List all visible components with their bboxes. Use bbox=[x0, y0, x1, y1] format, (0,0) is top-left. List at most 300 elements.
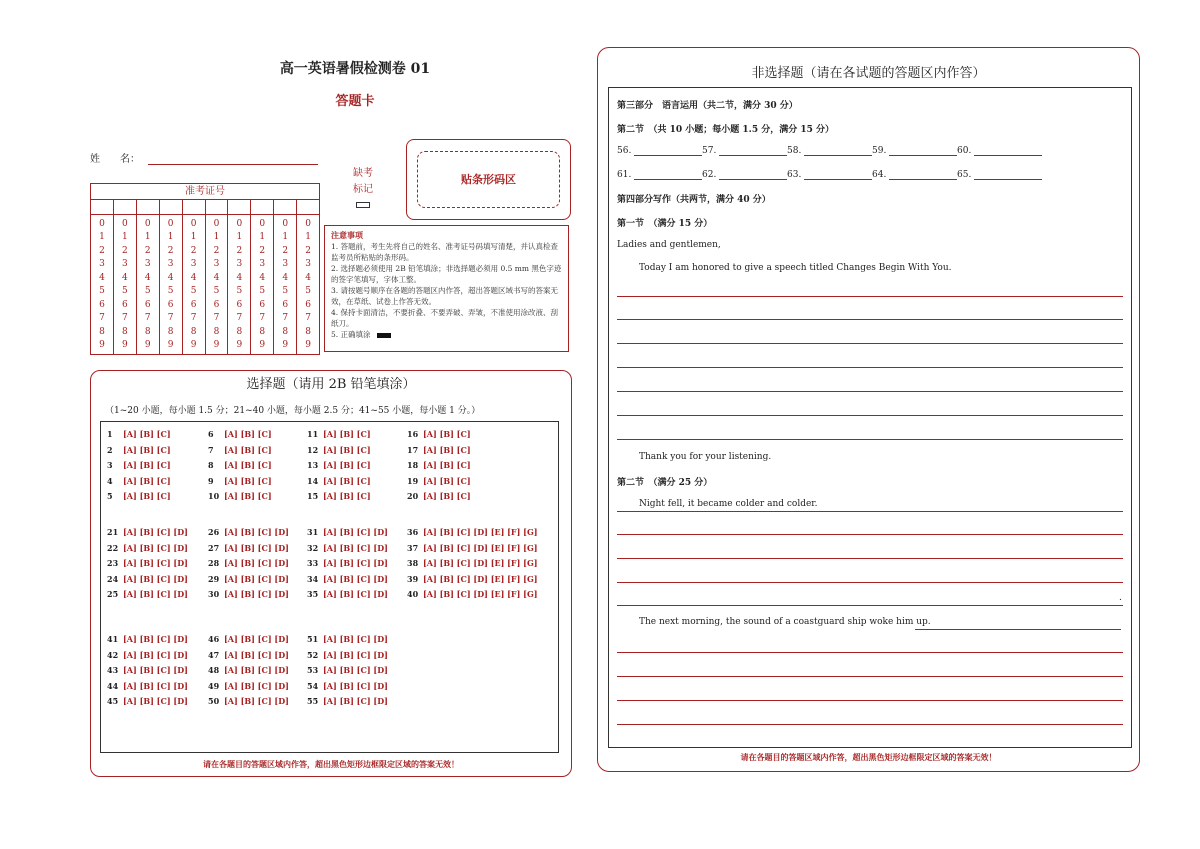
blank-answer-line[interactable] bbox=[634, 170, 702, 180]
question-row bbox=[307, 696, 388, 706]
blank-answer-line[interactable] bbox=[634, 146, 702, 156]
answer-options[interactable]: [A] [B] [C] [D] bbox=[123, 680, 188, 691]
answer-options[interactable]: [A] [B] [C] bbox=[423, 475, 471, 486]
blank-number: 65. bbox=[957, 170, 972, 180]
question-row bbox=[307, 589, 388, 599]
answer-options[interactable]: [A] [B] [C] [D] bbox=[224, 527, 289, 537]
question-number: 46 bbox=[208, 634, 220, 644]
question-row bbox=[208, 650, 289, 660]
digit-bubble[interactable]: 0 bbox=[167, 218, 174, 229]
answer-options[interactable]: [A] [B] [C] [D] bbox=[323, 696, 388, 706]
question-number: 31 bbox=[307, 527, 319, 537]
writing-line[interactable] bbox=[617, 676, 1123, 677]
answer-options[interactable]: [A] [B] [C] bbox=[323, 491, 371, 501]
question-row bbox=[107, 460, 171, 470]
answer-options[interactable]: [A] [B] [C] [D] [E] [F] [G] bbox=[423, 527, 538, 537]
writing-line[interactable] bbox=[809, 511, 1123, 512]
answer-options[interactable]: [A] [B] [C] bbox=[224, 429, 272, 439]
digit-bubble[interactable]: 9 bbox=[121, 340, 128, 351]
digit-bubble[interactable]: 5 bbox=[236, 286, 243, 297]
digit-bubble[interactable]: 8 bbox=[121, 326, 128, 337]
digit-bubble[interactable]: 4 bbox=[282, 272, 289, 283]
notes-item-fill-sample: 5. 正确填涂 bbox=[331, 329, 562, 340]
question-number: 44 bbox=[107, 680, 119, 691]
answer-options[interactable]: [A] [B] [C] [D] bbox=[224, 573, 289, 584]
answer-options[interactable]: [A] [B] [C] [D] bbox=[323, 542, 388, 553]
digit-bubble[interactable]: 8 bbox=[305, 326, 311, 337]
digit-bubble[interactable]: 9 bbox=[190, 340, 197, 351]
blank-answer-line[interactable] bbox=[889, 146, 957, 156]
digit-bubble[interactable]: 9 bbox=[144, 340, 151, 351]
answer-options[interactable]: [A] [B] [C] [D] bbox=[224, 589, 289, 599]
answer-options[interactable]: [A] [B] [C] [D] bbox=[123, 665, 188, 675]
exam-number-column bbox=[251, 215, 274, 354]
question-row bbox=[208, 558, 289, 568]
blank-answer-line[interactable] bbox=[889, 170, 957, 180]
blank-item bbox=[617, 146, 702, 156]
digit-bubble[interactable]: 5 bbox=[213, 286, 220, 297]
question-row bbox=[107, 589, 188, 599]
name-field[interactable] bbox=[90, 150, 318, 165]
digit-bubble[interactable]: 5 bbox=[99, 286, 105, 297]
exam-number-write-cell[interactable] bbox=[160, 200, 183, 214]
answer-options[interactable]: [A] [B] [C] bbox=[123, 475, 171, 486]
question-number: 2 bbox=[107, 444, 113, 455]
question-row bbox=[307, 445, 371, 455]
answer-options[interactable]: [A] [B] [C] bbox=[423, 460, 471, 470]
digit-bubble[interactable]: 1 bbox=[167, 232, 174, 243]
question-number: 17 bbox=[407, 444, 419, 455]
digit-bubble[interactable]: 9 bbox=[305, 340, 311, 351]
digit-bubble[interactable]: 7 bbox=[236, 313, 243, 324]
digit-bubble[interactable]: 4 bbox=[213, 272, 220, 283]
blank-number: 58. bbox=[787, 146, 802, 156]
question-row bbox=[407, 476, 471, 486]
question-row bbox=[307, 429, 371, 439]
exam-number-bubbles bbox=[91, 215, 319, 354]
question-row bbox=[307, 460, 371, 470]
question-row bbox=[307, 527, 388, 537]
answer-options[interactable]: [A] [B] [C] [D] bbox=[123, 527, 188, 537]
question-row bbox=[208, 429, 272, 439]
digit-bubble[interactable]: 3 bbox=[167, 259, 174, 270]
blank-item bbox=[702, 170, 787, 180]
digit-bubble[interactable]: 8 bbox=[144, 326, 151, 337]
digit-bubble[interactable]: 7 bbox=[305, 313, 311, 324]
digit-bubble[interactable]: 0 bbox=[236, 218, 243, 229]
writing-line[interactable] bbox=[617, 700, 1123, 701]
question-row bbox=[107, 665, 188, 675]
question-number: 19 bbox=[407, 475, 419, 486]
blank-number: 59. bbox=[872, 146, 887, 156]
writing-line[interactable] bbox=[617, 558, 1123, 559]
digit-bubble[interactable]: 0 bbox=[144, 218, 151, 229]
answer-options[interactable]: [A] [B] [C] [D] bbox=[123, 649, 188, 660]
digit-bubble[interactable]: 9 bbox=[282, 340, 289, 351]
blank-number: 56. bbox=[617, 146, 632, 156]
question-row bbox=[107, 634, 188, 644]
writing-line[interactable] bbox=[617, 439, 1123, 440]
digit-bubble[interactable]: 2 bbox=[121, 245, 128, 256]
exam-number-write-cell[interactable] bbox=[91, 200, 114, 214]
digit-bubble[interactable]: 5 bbox=[190, 286, 197, 297]
digit-bubble[interactable]: 4 bbox=[236, 272, 243, 283]
choice-panel bbox=[90, 370, 572, 777]
answer-options[interactable]: [A] [B] [C] [D] [E] [F] [G] bbox=[423, 558, 538, 568]
question-number: 3 bbox=[107, 460, 113, 470]
answer-options[interactable]: [A] [B] [C] [D] bbox=[323, 573, 388, 584]
blank-number: 60. bbox=[957, 146, 972, 156]
question-row bbox=[307, 558, 388, 568]
answer-options[interactable]: [A] [B] [C] [D] bbox=[123, 558, 188, 568]
question-number: 52 bbox=[307, 649, 319, 660]
digit-bubble[interactable]: 0 bbox=[121, 218, 128, 229]
question-number: 47 bbox=[208, 649, 220, 660]
digit-bubble[interactable]: 8 bbox=[282, 326, 289, 337]
digit-bubble[interactable]: 0 bbox=[259, 218, 266, 229]
digit-bubble[interactable]: 2 bbox=[99, 245, 105, 256]
digit-bubble[interactable]: 1 bbox=[213, 232, 220, 243]
exam-number-write-cell[interactable] bbox=[114, 200, 137, 214]
digit-bubble[interactable]: 9 bbox=[213, 340, 220, 351]
answer-options[interactable]: [A] [B] [C] [D] bbox=[323, 558, 388, 568]
digit-bubble[interactable]: 9 bbox=[236, 340, 243, 351]
notes-title: 注意事项 bbox=[331, 230, 363, 240]
digit-bubble[interactable]: 9 bbox=[167, 340, 174, 351]
absent-label-1: 缺考 bbox=[353, 168, 373, 179]
speech-opening: Today I am honored to give a speech titled Changes Begin With You. bbox=[639, 263, 952, 273]
answer-options[interactable]: [A] [B] [C] [D] bbox=[123, 573, 188, 584]
digit-bubble[interactable]: 0 bbox=[190, 218, 197, 229]
digit-bubble[interactable]: 3 bbox=[190, 259, 197, 270]
answer-options[interactable]: [A] [B] [C] [D] [E] [F] [G] bbox=[423, 542, 538, 553]
question-number: 42 bbox=[107, 649, 119, 660]
barcode-label: 贴条形码区 bbox=[417, 151, 560, 208]
question-number: 16 bbox=[407, 429, 419, 439]
exam-number-write-cell[interactable] bbox=[206, 200, 229, 214]
choice-score-note: （1~20 小题，每小题 1.5 分；21~40 小题，每小题 2.5 分；41~55 小题，每小题 1 分。） bbox=[105, 406, 481, 416]
exam-number-write-cell[interactable] bbox=[228, 200, 251, 214]
answer-options[interactable]: [A] [B] [C] bbox=[323, 444, 371, 455]
answer-options[interactable]: [A] [B] [C] [D] bbox=[323, 649, 388, 660]
question-row bbox=[407, 491, 471, 501]
answer-options[interactable]: [A] [B] [C] bbox=[224, 491, 272, 501]
digit-bubble[interactable]: 0 bbox=[213, 218, 220, 229]
digit-bubble[interactable]: 2 bbox=[282, 245, 289, 256]
question-row bbox=[107, 543, 188, 553]
answer-options[interactable]: [A] [B] [C] [D] [E] [F] [G] bbox=[423, 589, 538, 599]
digit-bubble[interactable]: 5 bbox=[121, 286, 128, 297]
digit-bubble[interactable]: 3 bbox=[121, 259, 128, 270]
name-line[interactable] bbox=[148, 154, 318, 165]
question-row bbox=[407, 527, 538, 537]
writing-line[interactable] bbox=[617, 415, 1123, 416]
digit-bubble[interactable]: 3 bbox=[99, 259, 105, 270]
notes-item: 2. 选择题必须使用 2B 铅笔填涂；非选择题必须用 0.5 mm 黑色字迹的签字笔填写，字体工整。 bbox=[331, 264, 562, 284]
digit-bubble[interactable]: 1 bbox=[236, 232, 243, 243]
question-number: 13 bbox=[307, 460, 319, 470]
answer-options[interactable]: [A] [B] [C] [D] bbox=[123, 696, 188, 706]
digit-bubble[interactable]: 0 bbox=[99, 218, 105, 229]
digit-bubble[interactable]: 1 bbox=[190, 232, 197, 243]
exam-number-column bbox=[160, 215, 183, 354]
exam-number-label: 准考证号 bbox=[91, 184, 319, 200]
exam-number-column bbox=[274, 215, 297, 354]
digit-bubble[interactable]: 0 bbox=[305, 218, 311, 229]
digit-bubble[interactable]: 6 bbox=[190, 299, 197, 310]
answer-options[interactable]: [A] [B] [C] [D] bbox=[224, 634, 289, 644]
digit-bubble[interactable]: 6 bbox=[259, 299, 266, 310]
question-number: 24 bbox=[107, 573, 119, 584]
digit-bubble[interactable]: 1 bbox=[121, 232, 128, 243]
digit-bubble[interactable]: 2 bbox=[144, 245, 151, 256]
digit-bubble[interactable]: 7 bbox=[259, 313, 266, 324]
question-number: 9 bbox=[208, 475, 214, 486]
blank-number: 61. bbox=[617, 170, 632, 180]
writing-section1-heading: 第一节 （满分 15 分） bbox=[617, 219, 713, 229]
digit-bubble[interactable]: 6 bbox=[282, 299, 289, 310]
answer-options[interactable]: [A] [B] [C] bbox=[224, 460, 272, 470]
digit-bubble[interactable]: 9 bbox=[259, 340, 266, 351]
choice-answer-box bbox=[100, 421, 559, 753]
answer-options[interactable]: [A] [B] [C] [D] bbox=[123, 589, 188, 599]
continuation-para2: The next morning, the sound of a coastguard ship woke him up. bbox=[639, 617, 931, 627]
digit-bubble[interactable]: 7 bbox=[190, 313, 197, 324]
question-row bbox=[107, 491, 171, 501]
question-row bbox=[208, 445, 272, 455]
digit-bubble[interactable]: 8 bbox=[213, 326, 220, 337]
digit-bubble[interactable]: 8 bbox=[99, 326, 105, 337]
answer-options[interactable]: [A] [B] [C] [D] bbox=[123, 542, 188, 553]
notes-item: 1. 答题前，考生先将自己的姓名、准考证号码填写清楚，并认真检查监考员所粘贴的条形码。 bbox=[331, 242, 559, 262]
writing-line[interactable] bbox=[617, 534, 1123, 535]
digit-bubble[interactable]: 5 bbox=[167, 286, 174, 297]
answer-options[interactable]: [A] [B] [C] bbox=[323, 460, 371, 470]
question-row bbox=[407, 543, 538, 553]
digit-bubble[interactable]: 8 bbox=[236, 326, 243, 337]
answer-options[interactable]: [A] [B] [C] [D] bbox=[323, 634, 388, 644]
question-number: 25 bbox=[107, 589, 119, 599]
answer-options[interactable]: [A] [B] [C] bbox=[123, 491, 171, 501]
blank-number: 57. bbox=[702, 146, 717, 156]
digit-bubble[interactable]: 5 bbox=[144, 286, 151, 297]
digit-bubble[interactable]: 8 bbox=[167, 326, 174, 337]
digit-bubble[interactable]: 6 bbox=[144, 299, 151, 310]
writing-section2-heading: 第二节 （满分 25 分） bbox=[617, 478, 713, 488]
digit-bubble[interactable]: 6 bbox=[305, 299, 311, 310]
question-number: 41 bbox=[107, 634, 119, 644]
answer-options[interactable]: [A] [B] [C] [D] bbox=[323, 527, 388, 537]
digit-bubble[interactable]: 3 bbox=[282, 259, 289, 270]
digit-bubble[interactable]: 3 bbox=[305, 259, 311, 270]
digit-bubble[interactable]: 5 bbox=[259, 286, 266, 297]
answer-options[interactable]: [A] [B] [C] [D] bbox=[323, 665, 388, 675]
name-label: 姓 名： bbox=[90, 154, 140, 165]
answer-options[interactable]: [A] [B] [C] bbox=[123, 460, 171, 470]
question-row bbox=[107, 681, 188, 691]
answer-options[interactable]: [A] [B] [C] bbox=[423, 444, 471, 455]
answer-options[interactable]: [A] [B] [C] bbox=[423, 491, 471, 501]
question-row bbox=[307, 634, 388, 644]
answer-options[interactable]: [A] [B] [C] [D] bbox=[323, 680, 388, 691]
digit-bubble[interactable]: 3 bbox=[144, 259, 151, 270]
digit-bubble[interactable]: 6 bbox=[99, 299, 105, 310]
blank-number: 64. bbox=[872, 170, 887, 180]
blank-item bbox=[702, 146, 787, 156]
digit-bubble[interactable]: 6 bbox=[213, 299, 220, 310]
answer-options[interactable]: [A] [B] [C] bbox=[323, 475, 371, 486]
notes-item: 3. 请按题号顺序在各题的答题区内作答，超出答题区域书写的答案无效，在草纸、试卷上作答无效。 bbox=[331, 286, 559, 306]
blank-answer-line[interactable] bbox=[804, 170, 872, 180]
digit-bubble[interactable]: 3 bbox=[213, 259, 220, 270]
digit-bubble[interactable]: 7 bbox=[99, 313, 105, 324]
writing-line[interactable] bbox=[617, 296, 1123, 297]
blank-answer-line[interactable] bbox=[974, 146, 1042, 156]
digit-bubble[interactable]: 1 bbox=[282, 232, 289, 243]
notes-item: 4. 保持卡面清洁，不要折叠、不要弄破、弄皱，不准使用涂改液、刮纸刀。 bbox=[331, 308, 559, 328]
question-row bbox=[208, 527, 289, 537]
blank-item bbox=[957, 146, 1042, 156]
writing-line[interactable] bbox=[617, 652, 1123, 653]
writing-line[interactable] bbox=[617, 319, 1123, 320]
question-row bbox=[107, 558, 188, 568]
digit-bubble[interactable]: 7 bbox=[213, 313, 220, 324]
digit-bubble[interactable]: 8 bbox=[190, 326, 197, 337]
digit-bubble[interactable]: 7 bbox=[282, 313, 289, 324]
digit-bubble[interactable]: 1 bbox=[259, 232, 266, 243]
exam-number-write-cell[interactable] bbox=[251, 200, 274, 214]
section2-heading: 第二节 （共 10 小题；每小题 1.5 分，满分 15 分） bbox=[617, 125, 835, 135]
answer-options[interactable]: [A] [B] [C] [D] bbox=[224, 680, 289, 691]
answer-options[interactable]: [A] [B] [C] bbox=[123, 444, 171, 455]
digit-bubble[interactable]: 7 bbox=[121, 313, 128, 324]
digit-bubble[interactable]: 1 bbox=[144, 232, 151, 243]
digit-bubble[interactable]: 8 bbox=[259, 326, 266, 337]
digit-bubble[interactable]: 4 bbox=[305, 272, 311, 283]
period-mark: . bbox=[1119, 593, 1122, 603]
digit-bubble[interactable]: 7 bbox=[144, 313, 151, 324]
digit-bubble[interactable]: 5 bbox=[282, 286, 289, 297]
question-row bbox=[208, 543, 289, 553]
writing-line[interactable] bbox=[617, 343, 1123, 344]
digit-bubble[interactable]: 6 bbox=[121, 299, 128, 310]
exam-number-column bbox=[91, 215, 114, 354]
exam-number-write-cell[interactable] bbox=[137, 200, 160, 214]
absent-checkbox[interactable] bbox=[356, 202, 370, 208]
non-choice-title: 非选择题（请在各试题的答题区内作答） bbox=[751, 66, 986, 81]
digit-bubble[interactable]: 1 bbox=[99, 232, 105, 243]
question-number: 53 bbox=[307, 665, 319, 675]
filled-bubble-sample bbox=[377, 333, 391, 338]
digit-bubble[interactable]: 4 bbox=[121, 272, 128, 283]
question-number: 12 bbox=[307, 444, 319, 455]
question-number: 30 bbox=[208, 589, 220, 599]
digit-bubble[interactable]: 1 bbox=[305, 232, 311, 243]
answer-options[interactable]: [A] [B] [C] bbox=[123, 429, 171, 439]
digit-bubble[interactable]: 4 bbox=[259, 272, 266, 283]
choice-warning: 请在各题目的答题区域内作答，超出黑色矩形边框限定区域的答案无效！ bbox=[203, 759, 459, 769]
writing-line[interactable] bbox=[617, 582, 1123, 583]
question-number: 54 bbox=[307, 680, 319, 691]
question-number: 45 bbox=[107, 696, 119, 706]
digit-bubble[interactable]: 2 bbox=[236, 245, 243, 256]
question-number: 20 bbox=[407, 491, 419, 501]
question-number: 18 bbox=[407, 460, 419, 470]
writing-line[interactable] bbox=[617, 367, 1123, 368]
part4-heading: 第四部分写作（共两节，满分 40 分） bbox=[617, 195, 771, 205]
answer-options[interactable]: [A] [B] [C] bbox=[423, 429, 471, 439]
blank-answer-line[interactable] bbox=[974, 170, 1042, 180]
answer-options[interactable]: [A] [B] [C] [D] bbox=[224, 542, 289, 553]
question-number: 38 bbox=[407, 558, 419, 568]
digit-bubble[interactable]: 2 bbox=[305, 245, 311, 256]
digit-bubble[interactable]: 6 bbox=[167, 299, 174, 310]
exam-number-write-cell[interactable] bbox=[297, 200, 319, 214]
writing-line[interactable] bbox=[617, 605, 1123, 606]
answer-options[interactable]: [A] [B] [C] [D] bbox=[323, 589, 388, 599]
digit-bubble[interactable]: 4 bbox=[99, 272, 105, 283]
question-number: 35 bbox=[307, 589, 319, 599]
answer-options[interactable]: [A] [B] [C] bbox=[224, 475, 272, 486]
digit-bubble[interactable]: 7 bbox=[167, 313, 174, 324]
digit-bubble[interactable]: 3 bbox=[236, 259, 243, 270]
digit-bubble[interactable]: 2 bbox=[190, 245, 197, 256]
question-number: 43 bbox=[107, 665, 119, 675]
question-number: 14 bbox=[307, 475, 319, 486]
digit-bubble[interactable]: 6 bbox=[236, 299, 243, 310]
exam-number-column bbox=[228, 215, 251, 354]
question-number: 4 bbox=[107, 475, 113, 486]
answer-options[interactable]: [A] [B] [C] [D] bbox=[123, 634, 188, 644]
blank-answer-line[interactable] bbox=[719, 146, 787, 156]
digit-bubble[interactable]: 4 bbox=[190, 272, 197, 283]
exam-number-write-cell[interactable] bbox=[274, 200, 297, 214]
digit-bubble[interactable]: 9 bbox=[99, 340, 105, 351]
digit-bubble[interactable]: 4 bbox=[144, 272, 151, 283]
digit-bubble[interactable]: 2 bbox=[213, 245, 220, 256]
question-number: 48 bbox=[208, 665, 220, 675]
answer-options[interactable]: [A] [B] [C] [D] bbox=[224, 696, 289, 706]
writing-line[interactable] bbox=[617, 391, 1123, 392]
question-row bbox=[208, 491, 272, 501]
digit-bubble[interactable]: 4 bbox=[167, 272, 174, 283]
exam-number-write-row[interactable] bbox=[91, 200, 319, 215]
notes-box bbox=[324, 225, 569, 352]
absent-label-2: 标记 bbox=[353, 184, 373, 195]
question-row bbox=[208, 634, 289, 644]
answer-options[interactable]: [A] [B] [C] [D] [E] [F] [G] bbox=[423, 573, 538, 584]
answer-options[interactable]: [A] [B] [C] [D] bbox=[224, 558, 289, 568]
blank-answer-line[interactable] bbox=[719, 170, 787, 180]
writing-line[interactable] bbox=[617, 724, 1123, 725]
continuation-para1: Night fell, it became colder and colder. bbox=[639, 499, 818, 509]
absent-mark bbox=[343, 166, 383, 214]
question-number: 6 bbox=[208, 429, 214, 439]
answer-options[interactable]: [A] [B] [C] bbox=[323, 429, 371, 439]
digit-bubble[interactable]: 2 bbox=[259, 245, 266, 256]
exam-number-write-cell[interactable] bbox=[183, 200, 206, 214]
blank-answer-line[interactable] bbox=[804, 146, 872, 156]
question-number: 50 bbox=[208, 696, 220, 706]
answer-options[interactable]: [A] [B] [C] [D] bbox=[224, 649, 289, 660]
digit-bubble[interactable]: 3 bbox=[259, 259, 266, 270]
writing-line[interactable] bbox=[915, 629, 1121, 630]
digit-bubble[interactable]: 2 bbox=[167, 245, 174, 256]
answer-options[interactable]: [A] [B] [C] bbox=[224, 444, 272, 455]
digit-bubble[interactable]: 5 bbox=[305, 286, 311, 297]
digit-bubble[interactable]: 0 bbox=[282, 218, 289, 229]
answer-options[interactable]: [A] [B] [C] [D] bbox=[224, 665, 289, 675]
